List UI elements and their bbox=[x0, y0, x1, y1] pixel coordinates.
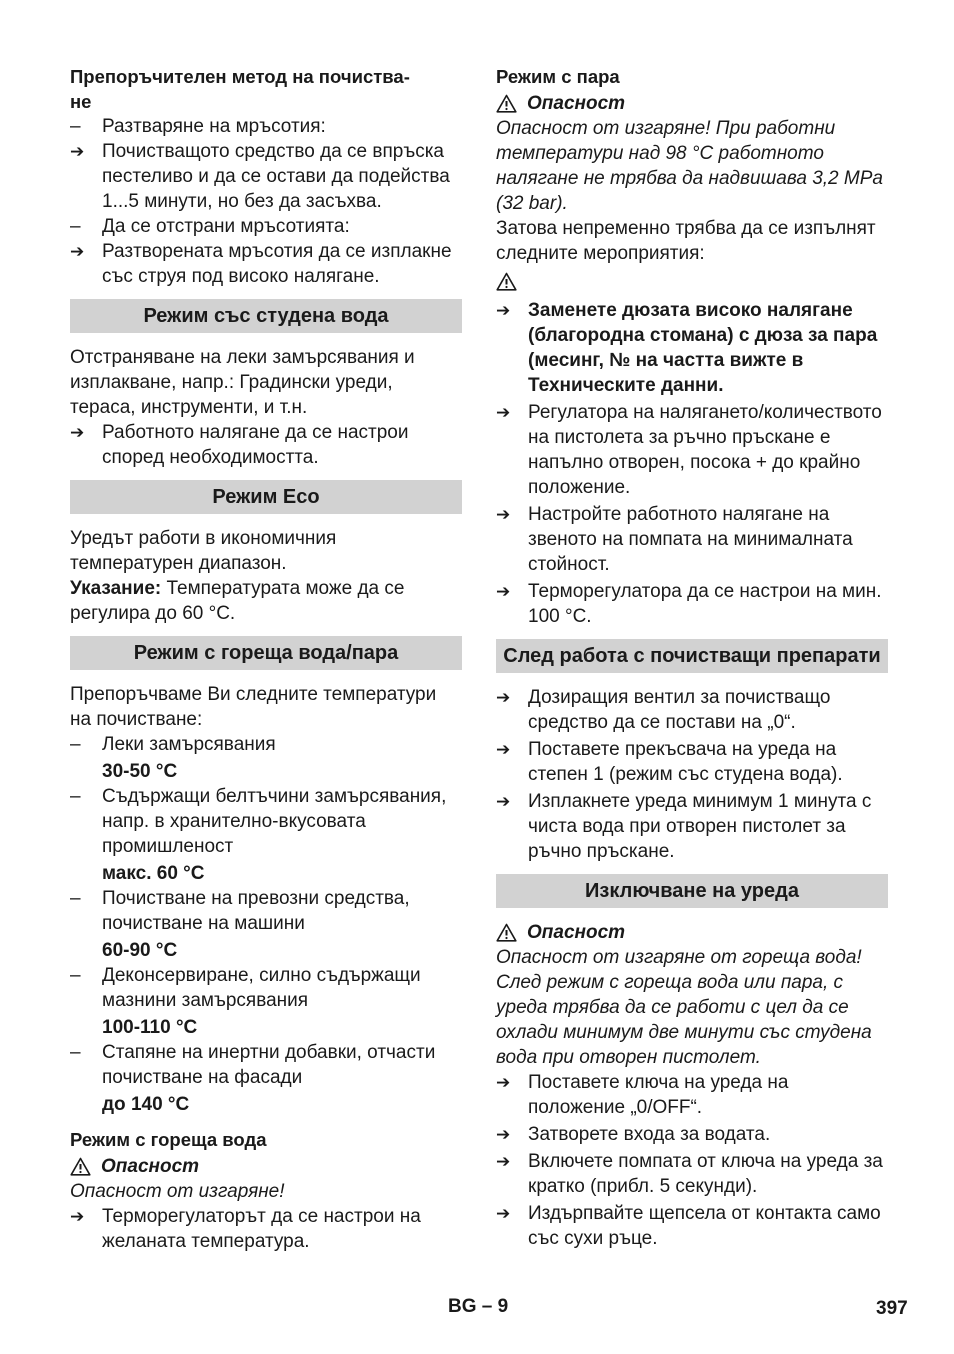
list-item: – Почистване на превозни средства, почистване на машини bbox=[70, 888, 410, 934]
list-item: ➔ Разтворената мръсотия да се изплакне със струя под високо налягане. bbox=[70, 241, 452, 287]
list-item: ➔ Затворете входа за водата. bbox=[496, 1124, 771, 1145]
arrow-icon: ➔ bbox=[70, 423, 85, 442]
temperature-value: 60-90 °C bbox=[102, 940, 178, 961]
right-column bbox=[496, 64, 888, 1251]
warning-triangle-icon bbox=[496, 94, 517, 113]
dash-marker: – bbox=[70, 965, 81, 986]
dash-marker: – bbox=[70, 786, 81, 807]
dash-marker: – bbox=[70, 888, 81, 909]
page-number: 397 bbox=[876, 1298, 908, 1319]
steam-heading: Режим с пара bbox=[496, 66, 620, 87]
list-item: ➔ Дозиращия вентил за почистващо средство да се постави на „0“. bbox=[496, 687, 831, 733]
cold-text: Отстраняване на леки замърсявания и изплакване, напр.: Градински уреди, тераса, инструменти, и т.н. bbox=[70, 347, 415, 418]
arrow-icon: ➔ bbox=[496, 403, 511, 422]
method-heading: Препоръчителен метод на почиства- не bbox=[70, 66, 410, 112]
list-item: ➔ Настройте работното налягане на звеното на помпата на минималната стойност. bbox=[496, 504, 853, 575]
dash-marker: – bbox=[70, 1042, 81, 1063]
list-item: ➔ Поставете ключа на уреда на положение „0/OFF“. bbox=[496, 1072, 789, 1118]
hotwater-heading: Режим с гореща вода bbox=[70, 1129, 267, 1150]
warning-text: Опасност от изгаряне от гореща вода! След режим с гореща вода или пара, с уреда трябва да се работи с цел да се охлади минимум две минути със студена вода при отворен пистолет. bbox=[496, 947, 872, 1068]
arrow-icon: ➔ bbox=[496, 1152, 511, 1171]
arrow-icon: ➔ bbox=[496, 1073, 511, 1092]
list-item: ➔ Терморегулаторът да се настрои на желаната температура. bbox=[70, 1206, 421, 1252]
warning-triangle-icon bbox=[70, 1157, 91, 1176]
arrow-icon: ➔ bbox=[496, 1204, 511, 1223]
arrow-icon: ➔ bbox=[496, 301, 511, 320]
list-item: ➔ Включете помпата от ключа на уреда за кратко (прибл. 5 секунди). bbox=[496, 1151, 883, 1197]
temperature-value: 30-50 °C bbox=[102, 761, 178, 782]
arrow-icon: ➔ bbox=[496, 740, 511, 759]
arrow-icon: ➔ bbox=[496, 792, 511, 811]
temperature-value: макс. 60 °C bbox=[102, 863, 205, 884]
list-item: ➔ Поставете прекъсвача на уреда на степен 1 (режим със студена вода). bbox=[496, 739, 843, 785]
arrow-icon: ➔ bbox=[496, 1125, 511, 1144]
section-heading-off: Изключване на уреда bbox=[496, 874, 888, 908]
warning-triangle-icon bbox=[496, 923, 517, 942]
list-item: – Да се отстрани мръсотията: bbox=[70, 216, 350, 237]
warning-line: Опасност bbox=[496, 920, 888, 945]
arrow-icon: ➔ bbox=[496, 688, 511, 707]
page-code: BG – 9 bbox=[448, 1296, 509, 1317]
list-item: – Разтваряне на мръсотия: bbox=[70, 116, 326, 137]
dash-marker: – bbox=[70, 116, 81, 137]
list-item: – Леки замърсявания bbox=[70, 734, 276, 755]
arrow-icon: ➔ bbox=[70, 242, 85, 261]
left-column bbox=[70, 64, 462, 1254]
arrow-icon: ➔ bbox=[70, 1207, 85, 1226]
eco-note: Указание: Температурата може да се регулира до 60 °C. bbox=[70, 578, 405, 624]
section-heading-eco: Режим Eco bbox=[70, 480, 462, 514]
temperature-value: 100-110 °C bbox=[102, 1017, 198, 1038]
list-item: – Стапяне на инертни добавки, отчасти почистване на фасади bbox=[70, 1042, 436, 1088]
section-heading-hot: Режим с гореща вода/пара bbox=[70, 636, 462, 670]
warning-line: Опасност bbox=[496, 91, 888, 116]
list-item: – Съдържащи белтъчини замърсявания, напр. в хранително-вкусовата промишленост bbox=[70, 786, 447, 857]
list-item: ➔ Регулатора на налягането/количеството на пистолета за ръчно пръскане е напълно отворен, посока + до крайно положение. bbox=[496, 402, 882, 498]
list-item: – Деконсервиране, силно съдържащи мазнини замърсявания bbox=[70, 965, 421, 1011]
arrow-icon: ➔ bbox=[496, 582, 511, 601]
dash-marker: – bbox=[70, 216, 81, 237]
temperature-value: до 140 °C bbox=[102, 1094, 190, 1115]
warning-text: Опасност от изгаряне! При работни температури над 98 °C работното налягане не трябва да надвишава 3,2 MPa (32 bar). bbox=[496, 118, 883, 214]
section-heading-cold: Режим със студена вода bbox=[70, 299, 462, 333]
steam-text: Затова непременно трябва да се изпълнят следните мероприятия: bbox=[496, 218, 876, 264]
list-item: ➔ Терморегулатора да се настрои на мин. 100 °C. bbox=[496, 581, 882, 627]
warning-symbol-line bbox=[496, 266, 888, 296]
arrow-icon: ➔ bbox=[70, 142, 85, 161]
warning-triangle-icon bbox=[496, 272, 517, 291]
section-heading-after: След работа с почистващи препарати bbox=[496, 639, 888, 673]
eco-text: Уредът работи в икономичния температурен диапазон. bbox=[70, 528, 337, 574]
list-item: ➔ Работното налягане да се настрои според необходимостта. bbox=[70, 422, 409, 468]
list-item: ➔ Издърпвайте щепсела от контакта само със сухи ръце. bbox=[496, 1203, 881, 1249]
list-item: ➔ Заменете дюзата високо налягане (благородна стомана) с дюза за пара (месинг, № на частта вижте в Техническите данни. bbox=[496, 300, 878, 396]
arrow-icon: ➔ bbox=[496, 505, 511, 524]
dash-marker: – bbox=[70, 734, 81, 755]
list-item: ➔ Изплакнете уреда минимум 1 минута с чиста вода при отворен пистолет за ръчно пръскане. bbox=[496, 791, 872, 862]
list-item: ➔ Почистващото средство да се впръска пестеливо и да се остави да подейства 1...5 минути, но без да засъхва. bbox=[70, 141, 450, 212]
warning-text: Опасност от изгаряне! bbox=[70, 1181, 285, 1202]
hot-intro: Препоръчваме Ви следните температури на почистване: bbox=[70, 684, 437, 730]
warning-line: Опасност bbox=[70, 1154, 462, 1179]
